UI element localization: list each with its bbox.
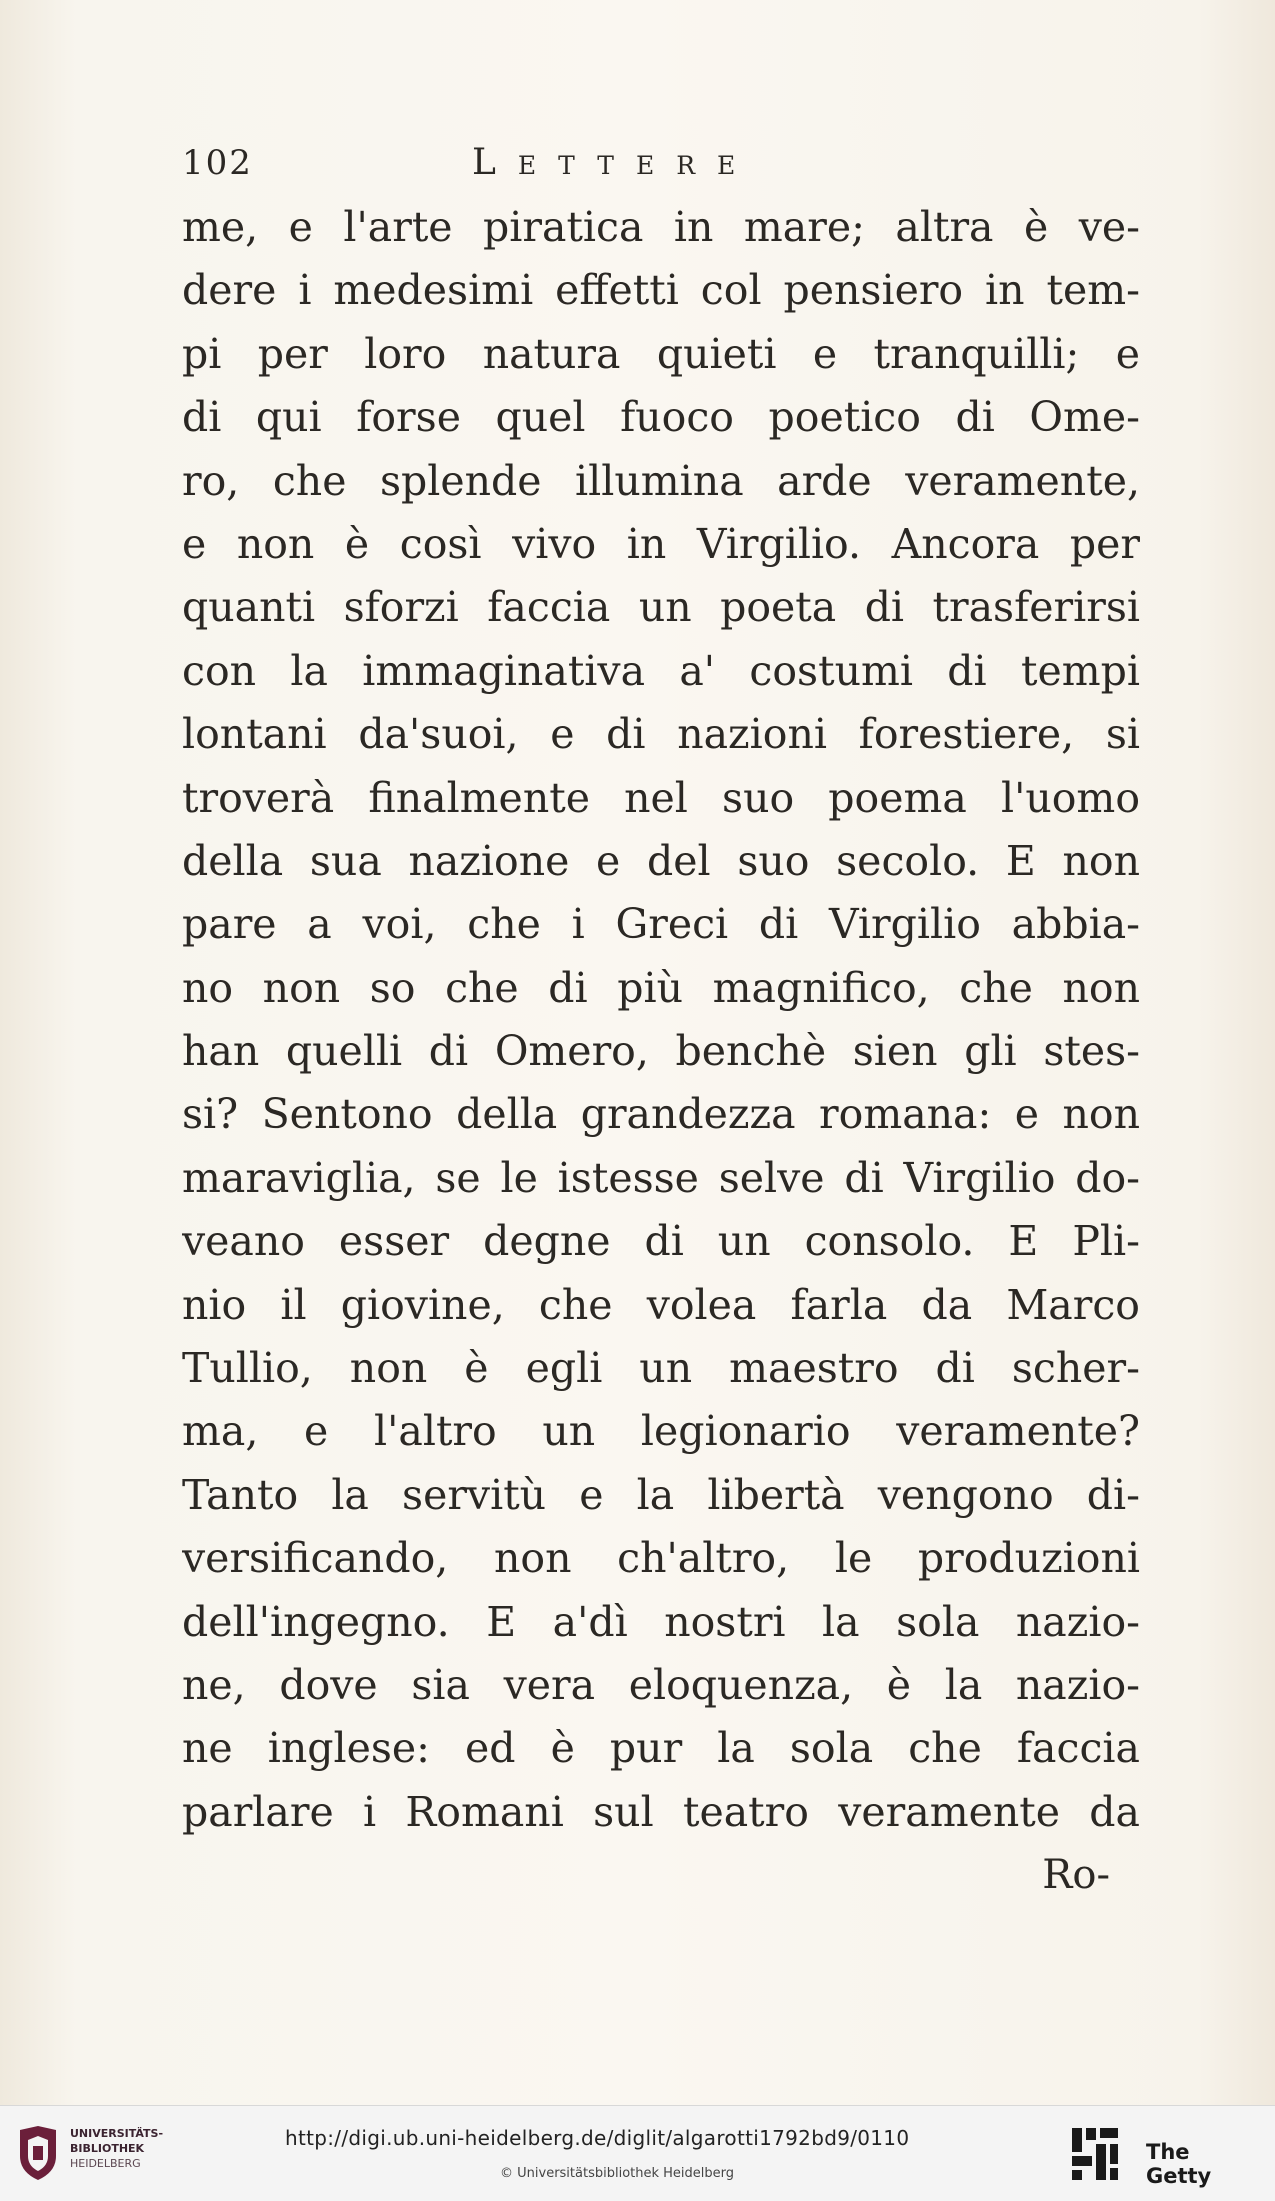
- library-city: HEIDELBERG: [70, 2157, 141, 2170]
- text-line: si? Sentono della grandezza romana: e non: [182, 1090, 1140, 1139]
- text-line: troverà finalmente nel suo poema l'uomo: [182, 773, 1140, 822]
- text-line: della sua nazione e del suo secolo. E non: [182, 836, 1140, 885]
- text-line: ne inglese: ed è pur la sola che faccia: [182, 1724, 1140, 1773]
- viewer-footer: [0, 2105, 1275, 2201]
- text-line: versificando, non ch'altro, le produzioni: [182, 1534, 1140, 1583]
- text-line: di qui forse quel fuoco poetico di Ome-: [182, 393, 1140, 442]
- text-line: veano esser degne di un consolo. E Pli-: [182, 1217, 1140, 1266]
- permalink-url[interactable]: http://digi.ub.uni-heidelberg.de/diglit/algarotti1792bd9/0110: [285, 2126, 910, 2150]
- library-name-line1: UNIVERSITÄTS-: [70, 2127, 164, 2140]
- text-line: Tullio, non è egli un maestro di scher-: [182, 1344, 1140, 1393]
- text-line: dell'ingegno. E a'dì nostri la sola nazio-: [182, 1597, 1140, 1646]
- text-line: Tanto la servitù e la libertà vengono di-: [182, 1470, 1140, 1519]
- text-line: e non è così vivo in Virgilio. Ancora per: [182, 519, 1140, 568]
- text-line: ma, e l'altro un legionario veramente?: [182, 1407, 1140, 1456]
- running-title: Lettere: [472, 142, 758, 183]
- text-line: con la immaginativa a' costumi di tempi: [182, 646, 1140, 695]
- text-line: han quelli di Omero, benchè sien gli stes-: [182, 1027, 1140, 1076]
- copyright-notice: © Universitätsbibliothek Heidelberg: [500, 2166, 735, 2181]
- library-logo[interactable]: [14, 2124, 174, 2184]
- page-header: [182, 138, 902, 188]
- text-line: lontani da'suoi, e di nazioni forestiere, si: [182, 710, 1140, 759]
- getty-logo[interactable]: [1070, 2122, 1260, 2186]
- text-line: pi per loro natura quieti e tranquilli; e: [182, 329, 1140, 378]
- text-line: nio il giovine, che volea farla da Marco: [182, 1280, 1140, 1329]
- partner-name: The Getty: [1146, 2140, 1212, 2188]
- text-line: pare a voi, che i Greci di Virgilio abbia-: [182, 900, 1140, 949]
- text-line: me, e l'arte piratica in mare; altra è ve-: [182, 203, 1140, 251]
- text-line: maraviglia, se le istesse selve di Virgilio do-: [182, 1153, 1140, 1202]
- catchword: Ro-: [1042, 1852, 1110, 1898]
- library-name-line2: BIBLIOTHEK: [70, 2142, 145, 2155]
- text-line: parlare i Romani sul teatro veramente da: [182, 1787, 1140, 1836]
- text-line: ne, dove sia vera eloquenza, è la nazio-: [182, 1660, 1140, 1709]
- text-line: no non so che di più magnifico, che non: [182, 963, 1140, 1012]
- text-line: ro, che splende illumina arde veramente,: [182, 456, 1140, 505]
- getty-mark-icon: [1070, 2126, 1120, 2182]
- page-number: 102: [182, 143, 253, 183]
- text-line: dere i medesimi effetti col pensiero in tem-: [182, 266, 1140, 315]
- body-text: [182, 196, 1140, 1844]
- university-seal-icon: [14, 2126, 62, 2180]
- text-line: quanti sforzi faccia un poeta di trasferirsi: [182, 583, 1140, 632]
